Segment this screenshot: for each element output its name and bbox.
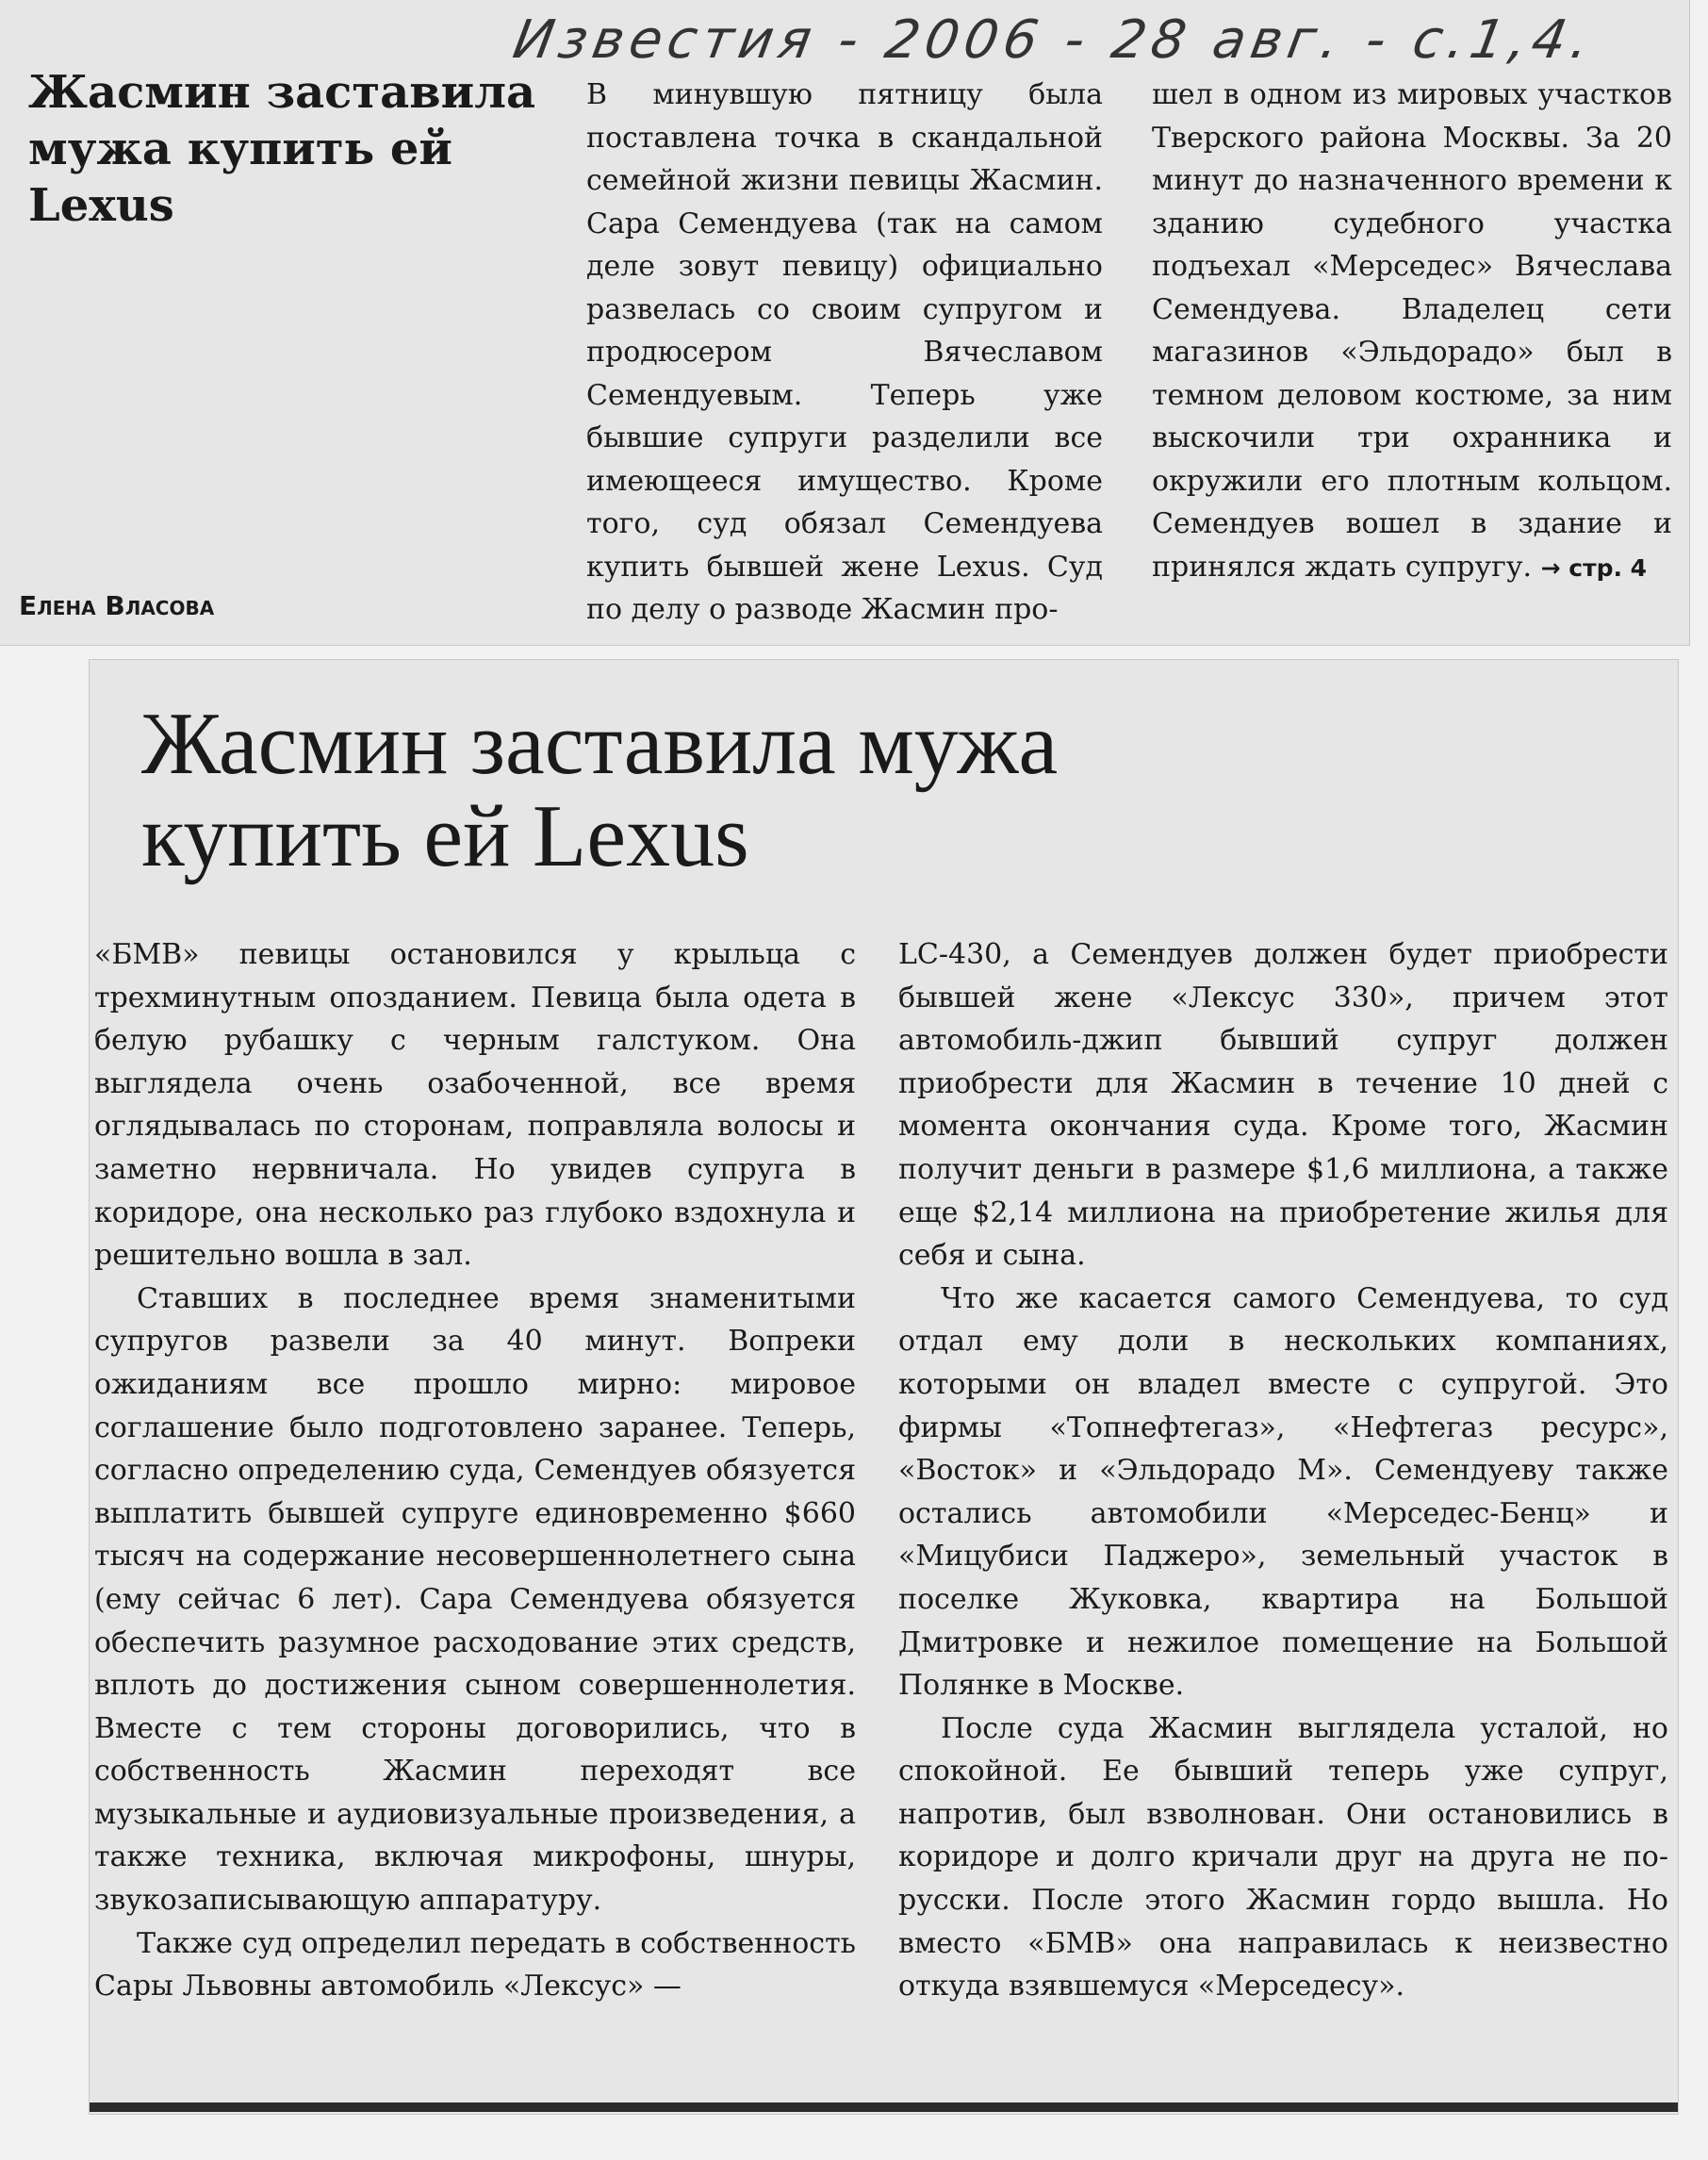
- brief-column-2-text: шел в одном из мировых участков Тверского района Москвы. За 20 минут до назначенного времени к зданию судебного участка подъехал «Мерседес» Вячеслава Семендуева. Владелец сети магазинов «Эльдорадо» был в темном деловом костюме, за ним выскочили три охранника и окружили его плотным кольцом. Семендуев вошел в здание и принялся ждать супругу.: [1152, 78, 1672, 584]
- article-paragraph: Также суд определил передать в собственность Сары Львовны автомобиль «Лексус» —: [94, 1926, 856, 2003]
- article-paragraph: LC-430, а Семендуев должен будет приобрести бывшей жене «Лексус 330», причем этот автомобиль-джип бывший супруг должен приобрести для Жасмин в течение 10 дней с момента окончания суда. Кроме того, Жасмин получит деньги в размере $1,6 миллиона, а также еще $2,14 миллиона на приобретение жилья для себя и сына.: [898, 938, 1668, 1273]
- brief-column-1-text: В минувшую пятницу была поставлена точка в скандальной семейной жизни певицы Жасмин. Сара Семендуева (так на самом деле зовут певицу) официально развелась со своим супругом и продюсером Вячеславом Семендуевым. Теперь уже бывшие супруги разделили все имеющееся имущество. Кроме того, суд обязал Семендуева купить бывшей жене Lexus. Суд по делу о разводе Жасмин про-: [586, 78, 1103, 626]
- article-paragraph: После суда Жасмин выглядела усталой, но спокойной. Ее бывший теперь уже супруг, напротив, был взволнован. Они остановились в коридоре и долго кричали друг на друга не по-русски. После этого Жасмин гордо вышла. Но вместо «БМВ» она направилась к неизвестно откуда взявшемуся «Мерседесу».: [898, 1711, 1668, 2003]
- article-paragraph: Ставших в последнее время знаменитыми супругов развели за 40 минут. Вопреки ожиданиям все прошло мирно: мировое соглашение было подготовлено заранее. Теперь, согласно определению суда, Семендуев обязуется выплатить бывшей супруге единовременно $660 тысяч на содержание несовершеннолетнего сына (ему сейчас 6 лет). Сара Семендуева обязуется обеспечить разумное расходование этих средств, вплоть до достижения сыном совершеннолетия. Вместе с тем стороны договорились, что в собственность Жасмин переходят все музыкальные и аудиовизуальные произведения, а также техника, включая микрофоны, шнуры, звукозаписывающую аппаратуру.: [94, 1281, 856, 1918]
- bottom-rule: [90, 2102, 1678, 2112]
- continued-page-link[interactable]: → стр. 4: [1540, 553, 1648, 582]
- brief-column-1: [586, 74, 1103, 632]
- brief-column-2: [1152, 74, 1672, 589]
- handwritten-source-note: Известия - 2006 - 28 авг. - с.1,4.: [508, 9, 1600, 71]
- article-paragraph: «БМВ» певицы остановился у крыльца с трехминутным опозданием. Певица была одета в белую рубашку с черным галстуком. Она выглядела очень озабоченной, все время оглядывалась по сторонам, поправляла волосы и заметно нервничала. Но увидев супруга в коридоре, она несколько раз глубоко вздохнула и решительно вошла в зал.: [94, 938, 856, 1273]
- brief-byline: Елена Власова: [19, 590, 215, 621]
- article-paragraph: Что же касается самого Семендуева, то суд отдал ему доли в нескольких компаниях, которыми он владел вместе с супругой. Это фирмы «Топнефтегаз», «Нефтегаз ресурс», «Восток» и «Эльдорадо М». Семендуеву также остались автомобили «Мерседес-Бенц» и «Мицубиси Паджеро», земельный участок в поселке Жуковка, квартира на Большой Дмитровке и нежилое помещение на Большой Полянке в Москве.: [898, 1281, 1668, 1703]
- article-headline: Жасмин заставила мужа купить ей Lexus: [141, 695, 1059, 885]
- article-column-1: [94, 933, 856, 2008]
- article-column-2: [898, 933, 1668, 2008]
- brief-headline: Жасмин заставила мужа купить ей Lexus: [28, 66, 536, 232]
